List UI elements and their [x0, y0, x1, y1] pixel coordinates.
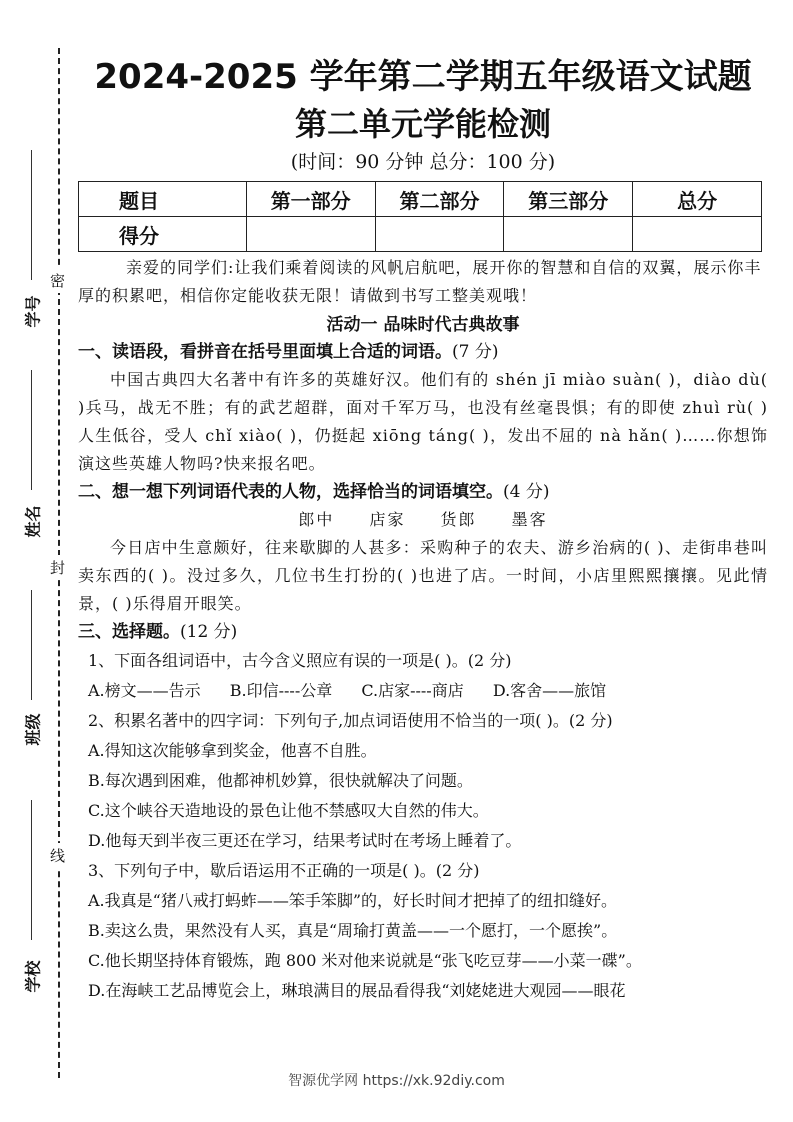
section2-word-bank: 郎中 店家 货郎 墨客: [298, 510, 548, 529]
exam-content: [78, 55, 768, 1006]
school-line: [31, 800, 32, 940]
score-header-cell: 题目: [79, 182, 247, 217]
section1-points: (7 分): [452, 342, 499, 362]
option-label: B.印信----公章: [229, 681, 333, 700]
section2-title-text: 二、想一想下列词语代表的人物，选择恰当的词语填空。: [78, 482, 503, 502]
question-2-option-d: D.他每天到半夜三更还在学习，结果考试时在考场上睡着了。: [88, 831, 522, 850]
section3-title: [78, 618, 768, 646]
question-1-options: [78, 676, 768, 706]
section3-points: (12 分): [180, 622, 238, 642]
page-footer: 智源优学网 https://xk.92diy.com: [288, 1073, 505, 1089]
section2-passage: 今日店中生意颇好，往来歇脚的人甚多：采购种子的农夫、游乡治病的( )、走街串巷叫卖东西的( )。没过多久，几位书生打扮的( )也进了店。一时间，小店里熙熙攘攘。见此情景，( )乐得眉开眼笑。: [78, 538, 768, 613]
seal-char-xian: 线: [50, 843, 65, 868]
option-label: C.店家----商店: [361, 681, 464, 700]
score-table-score-row: [79, 217, 762, 252]
school-label: 学校: [23, 960, 43, 993]
section2-points: (4 分): [503, 482, 550, 502]
class-label: 班级: [23, 713, 43, 746]
section1-title-text: 一、读语段，看拼音在括号里面填上合适的词语。: [78, 342, 452, 362]
seal-char-feng: 封: [50, 555, 65, 580]
question-3-option-a: A.我真是“猪八戒打蚂蚱——笨手笨脚”的，好长时间才把掉了的纽扣缝好。: [88, 891, 618, 910]
activity-title: 活动一 品味时代古典故事: [326, 315, 520, 335]
score-header-cell: 总分: [633, 182, 762, 217]
section1-passage: 中国古典四大名著中有许多的英雄好汉。他们有的 shén jī miào suàn( )，diào dù( )兵马，战无不胜；有的武艺超群，面对千军万马，也没有丝毫畏惧；有的即使 zhuì rù( )人生低谷，受人 chǐ xiào( )，仍挺起 xiōng táng( )，发出不屈的 nà hǎn( )……你想饰演这些英雄人物吗?快来报名吧。: [78, 370, 768, 473]
section3-title-text: 三、选择题。: [78, 622, 180, 642]
name-label: 姓名: [23, 505, 43, 538]
question-2-option-a: A.得知这次能够拿到奖金，他喜不自胜。: [88, 741, 377, 760]
option-label: D.客舍——旅馆: [492, 681, 607, 700]
score-cell-part2[interactable]: [375, 217, 504, 252]
exam-info: (时间：90 分钟 总分：100 分): [290, 151, 556, 173]
question-3-stem: 3、下列句子中，歇后语运用不正确的一项是( )。(2 分): [88, 861, 480, 880]
question-3-option-c: C.他长期坚持体育锻炼，跑 800 米对他来说就是“张飞吃豆芽——小菜一碟”。: [88, 951, 642, 970]
section1-title: [78, 338, 768, 366]
question-3-option-d: D.在海峡工艺品博览会上，琳琅满目的展品看得我“刘姥姥进大观园——眼花: [88, 981, 626, 1000]
student-id-label: 学号: [23, 295, 43, 328]
score-header-cell: 第一部分: [246, 182, 375, 217]
seal-char-mi: 密: [50, 268, 65, 293]
score-table-header-row: [79, 182, 762, 217]
question-2-stem: 2、积累名著中的四字词：下列句子,加点词语使用不恰当的一项( )。(2 分): [88, 711, 613, 730]
score-cell-total[interactable]: [633, 217, 762, 252]
exam-subtitle: 第二单元学能检测: [294, 105, 551, 143]
question-3-option-b: B.卖这么贵，果然没有人买，真是“周瑜打黄盖——一个愿打，一个愿挨”。: [88, 921, 618, 940]
score-row-label: 得分: [79, 217, 247, 252]
question-2-option-b: B.每次遇到困难，他都神机妙算，很快就解决了问题。: [88, 771, 473, 790]
student-id-line: [31, 150, 32, 280]
score-header-cell: 第二部分: [375, 182, 504, 217]
exam-title: 2024-2025 学年第二学期五年级语文试题: [94, 57, 752, 97]
intro-text: 亲爱的同学们:让我们乘着阅读的风帆启航吧，展开你的智慧和自信的双翼，展示你丰厚的积累吧，相信你定能收获无限！请做到书写工整美观哦！: [78, 258, 762, 305]
section2-title: [78, 478, 768, 506]
class-line: [31, 590, 32, 700]
option-label: A.榜文——告示: [88, 681, 201, 700]
question-1-stem: 1、下面各组词语中，古今含义照应有误的一项是( )。(2 分): [88, 651, 512, 670]
question-2-option-c: C.这个峡谷天造地设的景色让他不禁感叹大自然的伟大。: [88, 801, 489, 820]
name-line: [31, 370, 32, 490]
score-cell-part3[interactable]: [504, 217, 633, 252]
score-table: [78, 181, 762, 252]
score-header-cell: 第三部分: [504, 182, 633, 217]
score-cell-part1[interactable]: [246, 217, 375, 252]
binding-margin: [0, 0, 75, 1122]
